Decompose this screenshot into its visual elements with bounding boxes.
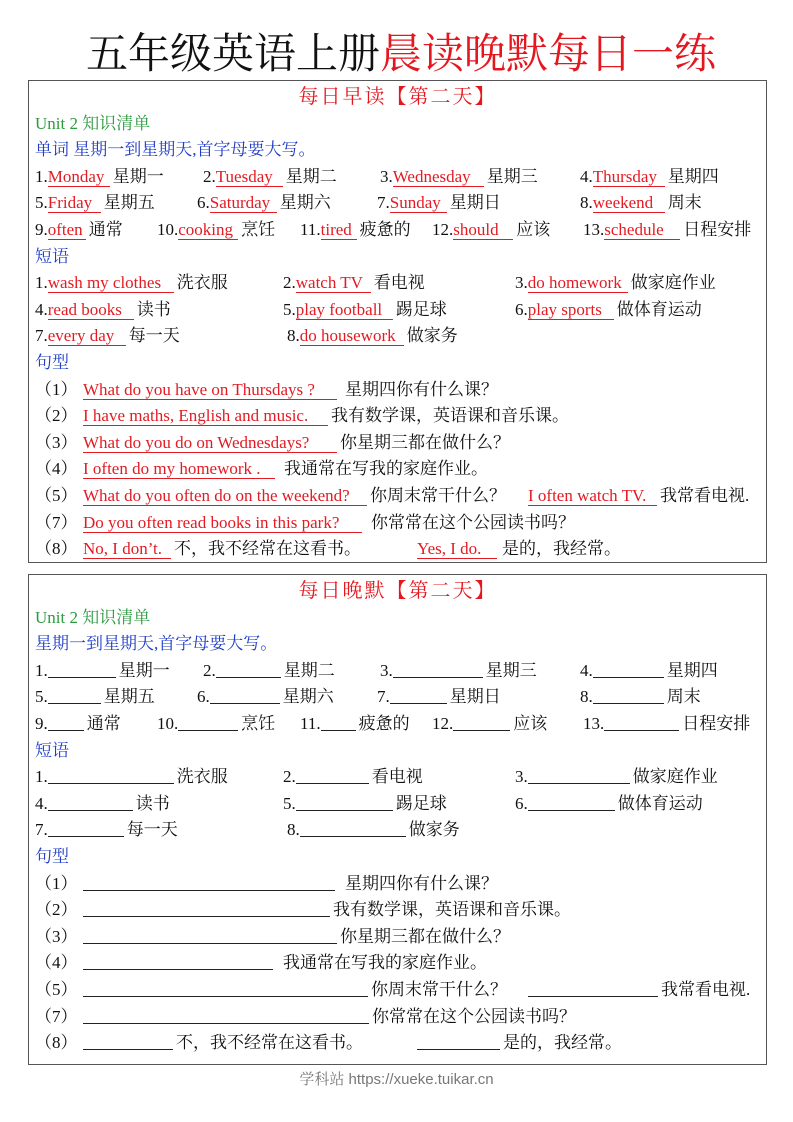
word-row — [35, 684, 760, 711]
sentence-blank — [83, 979, 368, 997]
word-meaning: 星期三 — [486, 166, 538, 186]
sentences-heading: 句型 — [35, 846, 69, 866]
item-number: 12. — [432, 219, 454, 239]
sentence-answer: What do you have on Thursdays ? — [83, 381, 337, 400]
item-number: 3. — [515, 767, 528, 787]
sentence-row — [35, 1030, 760, 1057]
item-number: 1. — [35, 767, 48, 787]
phrase-meaning: 看电视 — [371, 767, 423, 787]
phrase-answer: play football — [296, 301, 393, 320]
word-blank — [321, 713, 356, 731]
sentence-meaning: 你周末常干什么？ — [371, 979, 507, 999]
phrase-meaning: 每一天 — [126, 820, 178, 840]
sentence-meaning: 你周末常干什么？ — [370, 485, 506, 505]
item-number: 6. — [515, 299, 528, 319]
phrase-blank — [48, 819, 124, 837]
item-number: 2. — [203, 166, 216, 186]
item-number: 11. — [300, 219, 321, 239]
word-meaning: 星期日 — [449, 193, 501, 213]
sentence-number: （4） — [35, 459, 78, 479]
sentence-number: （7） — [35, 1006, 78, 1026]
item-number: 2. — [283, 767, 296, 787]
word-item — [157, 711, 275, 738]
sentence-answer: No, I don’t. — [83, 540, 171, 559]
sentence-row — [35, 483, 760, 510]
word-meaning: 疲惫的 — [359, 219, 411, 239]
item-number: 2. — [283, 273, 296, 293]
item-number: 8. — [287, 820, 300, 840]
sentence-row — [35, 897, 760, 924]
sentence-answer: What do you often do on the weekend? — [83, 487, 367, 506]
word-item — [35, 164, 164, 191]
sentence-meaning: 不，我不经常在这看书。 — [174, 539, 361, 559]
word-answer: schedule — [604, 221, 680, 240]
sentence-blank — [83, 952, 273, 970]
sentence-row — [35, 536, 760, 563]
phrase-row — [35, 270, 760, 297]
phrase-item — [35, 270, 228, 297]
sentence-row — [35, 510, 760, 537]
word-meaning: 星期一 — [112, 166, 164, 186]
word-meaning: 星期四 — [667, 166, 719, 186]
sentence-answer: I have maths, English and music. — [83, 407, 328, 426]
morning-header: 每日早读【第二天】 — [298, 86, 497, 108]
evening-header: 每日晚默【第二天】 — [298, 580, 497, 602]
item-number: 7. — [35, 820, 48, 840]
item-number: 1. — [35, 166, 48, 186]
word-meaning: 通常 — [86, 713, 121, 733]
word-row — [35, 711, 760, 738]
sentence-meaning: 你星期三都在做什么？ — [340, 432, 510, 452]
sentence-meaning: 我有数学课，英语课和音乐课。 — [331, 406, 569, 426]
phrase-meaning: 看电视 — [373, 273, 425, 293]
phrase-blank — [48, 766, 174, 784]
word-item — [583, 711, 750, 738]
sentence-number: （8） — [35, 1033, 78, 1053]
item-number: 5. — [283, 793, 296, 813]
phrase-item — [283, 791, 447, 818]
phrase-meaning: 每一天 — [128, 326, 180, 346]
word-meaning: 通常 — [88, 219, 123, 239]
item-number: 5. — [35, 687, 48, 707]
phrase-meaning: 踢足球 — [395, 793, 447, 813]
sentence-number: （3） — [35, 432, 78, 452]
word-answer: Sunday — [390, 194, 447, 213]
phrase-row — [35, 817, 760, 844]
sentence-number: （8） — [35, 539, 78, 559]
phrases-heading: 短语 — [35, 246, 69, 266]
sentence-blank — [83, 873, 335, 891]
word-item — [580, 190, 702, 217]
word-answer: Wednesday — [393, 168, 484, 187]
phrase-item — [515, 764, 718, 791]
sentence-meaning: 是的，我经常。 — [502, 539, 621, 559]
item-number: 8. — [580, 193, 593, 213]
word-item — [380, 658, 537, 685]
word-answer: weekend — [593, 194, 665, 213]
phrase-row — [35, 297, 760, 324]
sentence-row — [35, 871, 760, 898]
item-number: 4. — [35, 793, 48, 813]
phrase-meaning: 做家庭作业 — [630, 273, 716, 293]
word-item — [377, 190, 501, 217]
phrase-meaning: 做家庭作业 — [632, 767, 718, 787]
word-answer: Friday — [48, 194, 101, 213]
phrase-item — [515, 297, 702, 324]
word-item — [380, 164, 538, 191]
word-meaning: 星期四 — [666, 660, 718, 680]
sentence-row — [35, 377, 760, 404]
sentence-row — [35, 1004, 760, 1031]
word-blank — [48, 660, 116, 678]
phrase-item — [35, 297, 171, 324]
word-meaning: 星期二 — [285, 166, 337, 186]
sentence-answer: I often do my homework . — [83, 460, 275, 479]
title-red: 晨读晚默每日一练 — [380, 30, 717, 77]
word-meaning: 应该 — [516, 219, 551, 239]
phrase-item — [35, 791, 170, 818]
word-answer: tired — [321, 221, 357, 240]
sentence-number: （5） — [35, 485, 78, 505]
word-blank — [593, 660, 664, 678]
phrase-blank — [300, 819, 406, 837]
word-blank — [48, 713, 84, 731]
item-number: 6. — [197, 687, 210, 707]
word-item — [432, 711, 547, 738]
word-item — [35, 658, 170, 685]
item-number: 6. — [197, 193, 210, 213]
footer-source: 学科站 https://xueke.tuikar.cn — [299, 1071, 494, 1088]
title-black: 五年级英语上册 — [85, 30, 380, 77]
sentence-row — [35, 924, 760, 951]
sentence-row — [35, 950, 760, 977]
word-meaning: 烹饪 — [241, 219, 276, 239]
phrase-meaning: 做家务 — [408, 820, 460, 840]
sentence-answer: Do you often read books in this park? — [83, 514, 362, 533]
word-row — [35, 658, 760, 685]
sentence-meaning: 星期四你有什么课？ — [345, 873, 498, 893]
morning-reading-box — [28, 80, 767, 563]
word-meaning: 周末 — [666, 687, 701, 707]
word-meaning: 日程安排 — [683, 219, 752, 239]
word-meaning: 星期六 — [282, 687, 334, 707]
word-item — [580, 658, 718, 685]
item-number: 3. — [380, 660, 393, 680]
item-number: 7. — [377, 687, 390, 707]
item-number: 2. — [203, 660, 216, 680]
words-heading: 单词 星期一到星期天,首字母要大写。 — [35, 140, 316, 160]
sentence-answer: I often watch TV. — [528, 487, 657, 506]
phrase-meaning: 洗衣服 — [176, 273, 228, 293]
phrase-row — [35, 791, 760, 818]
sentence-row — [35, 430, 760, 457]
word-item — [300, 711, 410, 738]
phrase-answer: wash my clothes — [48, 274, 174, 293]
word-blank — [593, 686, 664, 704]
word-meaning: 日程安排 — [682, 713, 751, 733]
phrase-item — [287, 817, 460, 844]
word-item — [203, 658, 335, 685]
phrase-meaning: 做体育运动 — [617, 793, 703, 813]
sentence-number: （2） — [35, 900, 78, 920]
words-heading: 星期一到星期天,首字母要大写。 — [35, 634, 278, 654]
word-blank — [393, 660, 483, 678]
word-item — [197, 190, 331, 217]
word-blank — [48, 686, 101, 704]
word-blank — [390, 686, 447, 704]
word-meaning: 星期六 — [279, 193, 331, 213]
sentence-row — [35, 403, 760, 430]
phrase-blank — [528, 766, 630, 784]
item-number: 4. — [35, 299, 48, 319]
item-number: 9. — [35, 713, 48, 733]
item-number: 6. — [515, 793, 528, 813]
sentence-second-part — [528, 483, 749, 510]
sentence-meaning: 星期四你有什么课？ — [345, 379, 498, 399]
word-meaning: 周末 — [667, 193, 702, 213]
word-item — [580, 164, 719, 191]
word-meaning: 烹饪 — [241, 713, 276, 733]
sentence-meaning: 你常常在这个公园读书吗？ — [371, 512, 575, 532]
phrase-item — [515, 791, 703, 818]
word-item — [35, 684, 155, 711]
sentence-second-part — [528, 977, 750, 1004]
phrase-blank — [296, 766, 369, 784]
phrase-meaning: 做体育运动 — [616, 299, 702, 319]
word-meaning: 应该 — [513, 713, 548, 733]
word-meaning: 星期日 — [449, 687, 501, 707]
sentence-second-part — [417, 536, 621, 563]
phrase-item — [35, 817, 178, 844]
sentence-number: （1） — [35, 873, 78, 893]
sentences-heading: 句型 — [35, 352, 69, 372]
word-row — [35, 217, 760, 244]
word-meaning: 星期三 — [485, 660, 537, 680]
sentence-blank — [528, 979, 658, 997]
phrase-item — [35, 764, 228, 791]
word-meaning: 星期五 — [103, 687, 155, 707]
phrase-meaning: 读书 — [136, 299, 171, 319]
sentence-second-part — [417, 1030, 622, 1057]
phrase-meaning: 读书 — [135, 793, 170, 813]
word-item — [35, 190, 155, 217]
phrase-meaning: 洗衣服 — [176, 767, 228, 787]
sentence-number: （5） — [35, 979, 78, 999]
phrase-blank — [296, 793, 393, 811]
sentence-number: （2） — [35, 406, 78, 426]
word-item — [203, 164, 337, 191]
phrase-blank — [528, 793, 615, 811]
word-item — [157, 217, 275, 244]
word-answer: Saturday — [210, 194, 277, 213]
sentence-meaning: 你星期三都在做什么？ — [340, 926, 510, 946]
item-number: 8. — [580, 687, 593, 707]
word-item — [197, 684, 334, 711]
word-meaning: 疲惫的 — [358, 713, 410, 733]
sentence-meaning: 我通常在写我的家庭作业。 — [283, 953, 487, 973]
phrase-row — [35, 764, 760, 791]
item-number: 1. — [35, 660, 48, 680]
phrase-row — [35, 323, 760, 350]
item-number: 7. — [35, 326, 48, 346]
unit-heading: Unit 2 知识清单 — [35, 607, 151, 627]
sentence-meaning: 我常看电视. — [661, 979, 751, 999]
word-answer: Tuesday — [216, 168, 283, 187]
word-row — [35, 190, 760, 217]
item-number: 4. — [580, 166, 593, 186]
phrase-meaning: 踢足球 — [395, 299, 447, 319]
phrase-item — [287, 323, 458, 350]
word-answer: Monday — [48, 168, 110, 187]
sentence-number: （1） — [35, 379, 78, 399]
word-blank — [178, 713, 238, 731]
word-answer: Thursday — [593, 168, 665, 187]
item-number: 11. — [300, 713, 321, 733]
word-item — [300, 217, 411, 244]
sentence-meaning: 我通常在写我的家庭作业。 — [284, 459, 488, 479]
evening-dictation-box — [28, 574, 767, 1065]
word-answer: cooking — [178, 221, 238, 240]
item-number: 5. — [35, 193, 48, 213]
unit-heading: Unit 2 知识清单 — [35, 113, 151, 133]
word-blank — [210, 686, 280, 704]
word-row — [35, 164, 760, 191]
word-meaning: 星期一 — [118, 660, 170, 680]
item-number: 13. — [583, 219, 605, 239]
phrase-item — [35, 323, 180, 350]
sentence-blank — [83, 926, 337, 944]
sentence-meaning: 我有数学课，英语课和音乐课。 — [333, 900, 571, 920]
phrase-answer: read books — [48, 301, 134, 320]
sentence-blank — [417, 1032, 500, 1050]
phrase-answer: watch TV — [296, 274, 371, 293]
item-number: 3. — [380, 166, 393, 186]
sentence-row — [35, 456, 760, 483]
item-number: 1. — [35, 273, 48, 293]
sentence-answer: Yes, I do. — [417, 540, 497, 559]
word-answer: should — [453, 221, 513, 240]
phrases-heading: 短语 — [35, 740, 69, 760]
phrase-answer: do homework — [528, 274, 628, 293]
item-number: 13. — [583, 713, 605, 733]
sentence-number: （7） — [35, 512, 78, 532]
sentence-number: （4） — [35, 953, 78, 973]
sentence-meaning: 是的，我经常。 — [503, 1033, 622, 1053]
phrase-item — [515, 270, 716, 297]
sentence-blank — [83, 1006, 369, 1024]
item-number: 5. — [283, 299, 296, 319]
item-number: 3. — [515, 273, 528, 293]
phrase-item — [283, 270, 425, 297]
sentence-blank — [83, 1032, 173, 1050]
sentence-meaning: 我常看电视. — [660, 485, 750, 505]
word-item — [583, 217, 751, 244]
sentence-blank — [83, 899, 330, 917]
sentence-meaning: 你常常在这个公园读书吗？ — [372, 1006, 576, 1026]
sentence-row — [35, 977, 760, 1004]
item-number: 7. — [377, 193, 390, 213]
word-item — [35, 711, 121, 738]
item-number: 4. — [580, 660, 593, 680]
word-item — [580, 684, 701, 711]
phrase-answer: every day — [48, 327, 126, 346]
item-number: 10. — [157, 219, 179, 239]
phrase-answer: play sports — [528, 301, 614, 320]
word-blank — [453, 713, 510, 731]
sentence-number: （3） — [35, 926, 78, 946]
word-answer: often — [48, 221, 86, 240]
phrase-answer: do housework — [300, 327, 404, 346]
page-title — [9, 28, 793, 80]
word-blank — [216, 660, 281, 678]
word-item — [35, 217, 123, 244]
item-number: 9. — [35, 219, 48, 239]
phrase-item — [283, 297, 447, 324]
phrase-blank — [48, 793, 133, 811]
sentence-meaning: 不，我不经常在这看书。 — [176, 1033, 363, 1053]
item-number: 8. — [287, 326, 300, 346]
word-blank — [604, 713, 679, 731]
item-number: 12. — [432, 713, 454, 733]
word-item — [432, 217, 550, 244]
phrase-item — [283, 764, 423, 791]
word-meaning: 星期五 — [103, 193, 155, 213]
word-meaning: 星期二 — [283, 660, 335, 680]
phrase-meaning: 做家务 — [406, 326, 458, 346]
word-item — [377, 684, 501, 711]
sentence-answer: What do you do on Wednesdays? — [83, 434, 337, 453]
item-number: 10. — [157, 713, 179, 733]
